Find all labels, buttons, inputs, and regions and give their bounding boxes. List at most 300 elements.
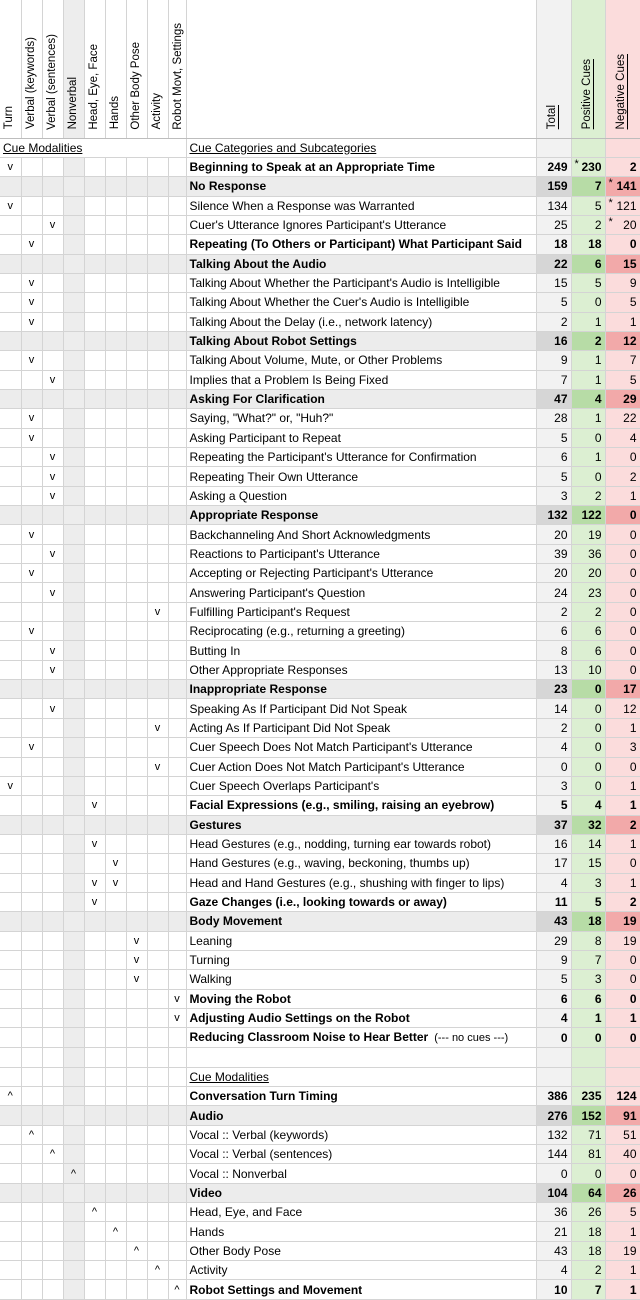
- mark-cell: [126, 1203, 147, 1222]
- table-row: [0, 196, 640, 215]
- mark-cell: [84, 428, 105, 447]
- row-label-text: Appropriate Response: [189, 508, 319, 523]
- table-row: [0, 273, 640, 292]
- mark-cell: [63, 738, 84, 757]
- mark-cell: [0, 641, 21, 660]
- positive-cell: [571, 273, 605, 292]
- positive-cell: [571, 254, 605, 273]
- mark-cell: [84, 1106, 105, 1125]
- positive-cell: [571, 1183, 605, 1202]
- mark-cell: [21, 699, 42, 718]
- mark-cell: [168, 196, 186, 215]
- positive-value: 235: [581, 1089, 602, 1104]
- row-label: [186, 389, 536, 408]
- row-label: [186, 931, 536, 950]
- mark-cell: [84, 776, 105, 795]
- mark-cell: [21, 215, 42, 234]
- mark-cell: v: [42, 660, 63, 679]
- positive-cell: [571, 680, 605, 699]
- negative-value: 0: [629, 643, 637, 658]
- mark-cell: [0, 660, 21, 679]
- mark-cell: [84, 989, 105, 1008]
- mark-cell: [105, 641, 126, 660]
- mark-cell: v: [21, 293, 42, 312]
- total-cell: [536, 1183, 571, 1202]
- mark-cell: [0, 1106, 21, 1125]
- row-label-text: Audio: [189, 1108, 224, 1123]
- mark-cell: [63, 215, 84, 234]
- mark-cell: [21, 757, 42, 776]
- row-label-text: Conversation Turn Timing: [189, 1089, 338, 1104]
- mark-cell: [63, 1261, 84, 1280]
- row-label-text: Talking About the Audio: [189, 256, 327, 271]
- mark-cell: [63, 428, 84, 447]
- total-cell: [536, 1222, 571, 1241]
- total-cell: [536, 1145, 571, 1164]
- total-cell: [536, 1048, 571, 1067]
- mark-cell: [42, 1183, 63, 1202]
- negative-value: 0: [629, 759, 637, 774]
- positive-value: 4: [594, 798, 602, 813]
- mark-cell: [147, 776, 168, 795]
- positive-value: 0: [594, 469, 602, 484]
- row-label: [186, 950, 536, 969]
- negative-cell: [605, 370, 640, 389]
- table-row: [0, 950, 640, 969]
- positive-cell: [571, 1164, 605, 1183]
- mark-cell: [0, 351, 21, 370]
- mark-cell: v: [168, 989, 186, 1008]
- mark-cell: v: [21, 525, 42, 544]
- mark-cell: [105, 950, 126, 969]
- mark-cell: [84, 331, 105, 350]
- total-cell: [536, 1125, 571, 1144]
- positive-value: 14: [588, 837, 602, 852]
- mark-cell: [42, 950, 63, 969]
- negative-value: 17: [623, 682, 637, 697]
- mark-cell: [84, 177, 105, 196]
- table-row: [0, 351, 640, 370]
- table-row: [0, 157, 640, 176]
- negative-cell: [605, 544, 640, 563]
- mark-cell: [168, 293, 186, 312]
- mark-cell: [84, 312, 105, 331]
- mark-cell: v: [21, 564, 42, 583]
- mark-cell: [147, 1067, 168, 1086]
- mark-cell: [126, 660, 147, 679]
- row-label-text: No Response: [189, 179, 267, 194]
- positive-cell: [571, 660, 605, 679]
- positive-cell: [571, 1261, 605, 1280]
- row-label-text: Facial Expressions (e.g., smiling, raising an eyebrow): [189, 798, 495, 813]
- table-row: [0, 989, 640, 1008]
- mark-cell: [0, 680, 21, 699]
- total-cell: [536, 970, 571, 989]
- table-row: [0, 506, 640, 525]
- row-label-text: Beginning to Speak at an Appropriate Time: [189, 160, 435, 175]
- mark-cell: [63, 196, 84, 215]
- mark-cell: [105, 157, 126, 176]
- positive-value: 18: [588, 1224, 602, 1239]
- negative-cell: [605, 409, 640, 428]
- mark-cell: [147, 177, 168, 196]
- mark-cell: [84, 757, 105, 776]
- mark-cell: [21, 680, 42, 699]
- negative-value: 0: [629, 662, 637, 677]
- mark-cell: [105, 776, 126, 795]
- total-value: 20: [554, 566, 568, 581]
- negative-cell: [605, 1087, 640, 1106]
- mark-cell: [21, 544, 42, 563]
- mark-cell: ^: [84, 1203, 105, 1222]
- positive-value: 5: [594, 276, 602, 291]
- mark-cell: v: [42, 699, 63, 718]
- total-value: 5: [560, 798, 568, 813]
- mark-cell: [42, 873, 63, 892]
- negative-cell: [605, 215, 640, 234]
- mark-cell: [168, 1261, 186, 1280]
- mark-cell: [147, 293, 168, 312]
- mark-cell: [0, 1048, 21, 1067]
- total-cell: [536, 912, 571, 931]
- negative-cell: [605, 467, 640, 486]
- row-label: [186, 854, 536, 873]
- mark-cell: v: [42, 641, 63, 660]
- positive-value: 0: [594, 682, 602, 697]
- mark-cell: [63, 544, 84, 563]
- mark-cell: [105, 331, 126, 350]
- mark-cell: [168, 660, 186, 679]
- total-value: 132: [547, 508, 568, 523]
- mark-cell: [168, 506, 186, 525]
- mark-cell: [0, 370, 21, 389]
- row-label: [186, 1183, 536, 1202]
- mark-cell: [63, 641, 84, 660]
- mark-cell: [147, 854, 168, 873]
- total-cell: [536, 506, 571, 525]
- mark-cell: [21, 389, 42, 408]
- mark-cell: [126, 486, 147, 505]
- mark-cell: [126, 409, 147, 428]
- col-header-verbal-keywords: [21, 0, 42, 138]
- table-row: [0, 1028, 640, 1048]
- mark-cell: [147, 544, 168, 563]
- table-row: [0, 699, 640, 718]
- header-text: Turn: [3, 106, 15, 130]
- row-label: [186, 1280, 536, 1299]
- mark-cell: [105, 892, 126, 911]
- mark-cell: v: [0, 196, 21, 215]
- mark-cell: [126, 428, 147, 447]
- mark-cell: [168, 215, 186, 234]
- mark-cell: [84, 1183, 105, 1202]
- total-value: 0: [560, 1030, 568, 1045]
- positive-value: 1: [594, 372, 602, 387]
- mark-cell: [126, 583, 147, 602]
- mark-cell: [63, 602, 84, 621]
- mark-cell: [42, 989, 63, 1008]
- total-cell: [536, 1203, 571, 1222]
- negative-value: 20: [623, 218, 637, 233]
- negative-cell: [605, 235, 640, 254]
- negative-value: 0: [629, 991, 637, 1006]
- mark-cell: [84, 293, 105, 312]
- mark-cell: [21, 177, 42, 196]
- positive-cell: [571, 1280, 605, 1299]
- mark-cell: [168, 312, 186, 331]
- mark-cell: [0, 564, 21, 583]
- mark-cell: [0, 312, 21, 331]
- mark-cell: [105, 699, 126, 718]
- mark-cell: [168, 815, 186, 834]
- table-row: [0, 680, 640, 699]
- mark-cell: [84, 486, 105, 505]
- row-label: [186, 873, 536, 892]
- total-value: 0: [560, 1166, 568, 1181]
- mark-cell: [105, 293, 126, 312]
- mark-cell: [0, 1280, 21, 1299]
- mark-cell: [42, 1241, 63, 1260]
- mark-cell: [63, 525, 84, 544]
- mark-cell: [84, 215, 105, 234]
- negative-value: 1: [629, 1263, 637, 1278]
- negative-value: 124: [616, 1089, 637, 1104]
- mark-cell: v: [21, 428, 42, 447]
- mark-cell: [21, 912, 42, 931]
- mark-cell: [147, 950, 168, 969]
- positive-cell: [571, 544, 605, 563]
- mark-cell: [105, 912, 126, 931]
- positive-cell: [571, 525, 605, 544]
- row-label-text: Activity: [189, 1263, 228, 1278]
- mark-cell: [42, 931, 63, 950]
- positive-value: 6: [594, 991, 602, 1006]
- mark-cell: [168, 157, 186, 176]
- table-row: [0, 873, 640, 892]
- mark-cell: [63, 389, 84, 408]
- mark-cell: [105, 1048, 126, 1067]
- total-cell: [536, 1164, 571, 1183]
- mark-cell: [126, 351, 147, 370]
- row-label-text: Head, Eye, and Face: [189, 1205, 303, 1220]
- positive-value: 18: [588, 1243, 602, 1258]
- significance-star: *: [574, 157, 579, 170]
- mark-cell: [21, 583, 42, 602]
- mark-cell: [21, 331, 42, 350]
- positive-value: 0: [594, 720, 602, 735]
- negative-value: 1: [629, 1282, 637, 1297]
- mark-cell: [0, 1222, 21, 1241]
- mark-cell: [147, 1241, 168, 1260]
- mark-cell: [0, 1028, 21, 1048]
- mark-cell: [126, 196, 147, 215]
- negative-cell: [605, 1280, 640, 1299]
- row-label: [186, 467, 536, 486]
- mark-cell: [168, 1028, 186, 1048]
- positive-cell: [571, 815, 605, 834]
- mark-cell: [147, 680, 168, 699]
- section-left-title: Cue Modalities: [0, 138, 186, 157]
- mark-cell: [105, 815, 126, 834]
- mark-cell: [42, 680, 63, 699]
- mark-cell: [84, 1067, 105, 1086]
- negative-cell: [605, 738, 640, 757]
- mark-cell: [84, 738, 105, 757]
- positive-cell: [571, 776, 605, 795]
- mark-cell: [105, 409, 126, 428]
- mark-cell: [168, 912, 186, 931]
- negative-value: 2: [629, 817, 637, 832]
- mark-cell: [105, 1087, 126, 1106]
- total-cell: [536, 312, 571, 331]
- positive-value: 2: [594, 218, 602, 233]
- mark-cell: [63, 564, 84, 583]
- negative-value: 40: [623, 1147, 637, 1162]
- table-row: [0, 389, 640, 408]
- table-row: [0, 660, 640, 679]
- total-cell: [536, 699, 571, 718]
- total-value: 43: [554, 1243, 568, 1258]
- row-label-text: Silence When a Response was Warranted: [189, 198, 415, 213]
- row-label: [186, 254, 536, 273]
- mark-cell: [84, 1145, 105, 1164]
- mark-cell: [21, 467, 42, 486]
- row-label-text: Gaze Changes (i.e., looking towards or away): [189, 895, 447, 910]
- mark-cell: [0, 467, 21, 486]
- total-cell: [536, 428, 571, 447]
- negative-cell: [605, 1028, 640, 1048]
- row-label-text: Leaning: [189, 933, 233, 948]
- mark-cell: [0, 950, 21, 969]
- col-header-verbal-sentences: [42, 0, 63, 138]
- total-value: 43: [554, 914, 568, 929]
- mark-cell: [147, 235, 168, 254]
- mark-cell: [147, 1280, 168, 1299]
- mark-cell: [126, 873, 147, 892]
- negative-value: 0: [629, 856, 637, 871]
- mark-cell: [84, 157, 105, 176]
- mark-cell: [105, 467, 126, 486]
- table-row: [0, 235, 640, 254]
- row-label: [186, 776, 536, 795]
- negative-cell: [605, 1125, 640, 1144]
- mark-cell: [126, 892, 147, 911]
- negative-value: 0: [629, 1166, 637, 1181]
- mark-cell: [84, 409, 105, 428]
- mark-cell: [126, 525, 147, 544]
- positive-cell: [571, 428, 605, 447]
- mark-cell: [42, 1280, 63, 1299]
- positive-cell: [571, 564, 605, 583]
- mark-cell: v: [105, 854, 126, 873]
- positive-cell: [571, 1028, 605, 1048]
- mark-cell: v: [42, 370, 63, 389]
- total-cell: [536, 486, 571, 505]
- total-value: 8: [560, 643, 568, 658]
- mark-cell: [105, 1125, 126, 1144]
- positive-cell: [571, 1241, 605, 1260]
- mark-cell: [0, 544, 21, 563]
- col-header-positive: [571, 0, 605, 138]
- positive-value: 3: [594, 875, 602, 890]
- mark-cell: [126, 680, 147, 699]
- mark-cell: [126, 1028, 147, 1048]
- table-row: [0, 757, 640, 776]
- mark-cell: v: [84, 892, 105, 911]
- positive-cell: [571, 177, 605, 196]
- mark-cell: [168, 1164, 186, 1183]
- negative-value: 1: [629, 798, 637, 813]
- row-label: [186, 815, 536, 834]
- row-label: [186, 1145, 536, 1164]
- total-cell: [536, 351, 571, 370]
- negative-cell: [605, 950, 640, 969]
- mark-cell: [0, 834, 21, 853]
- total-value: 25: [554, 218, 568, 233]
- mark-cell: [168, 602, 186, 621]
- total-value: 386: [547, 1089, 568, 1104]
- row-label: [186, 409, 536, 428]
- mark-cell: [105, 177, 126, 196]
- negative-value: 141: [616, 179, 637, 194]
- mark-cell: [0, 448, 21, 467]
- mark-cell: v: [21, 235, 42, 254]
- mark-cell: [63, 235, 84, 254]
- total-cell: [536, 815, 571, 834]
- mark-cell: [0, 1203, 21, 1222]
- mark-cell: [105, 796, 126, 815]
- negative-value: 0: [629, 237, 637, 252]
- significance-star: *: [608, 177, 613, 190]
- mark-cell: v: [42, 486, 63, 505]
- mark-cell: [84, 564, 105, 583]
- mark-cell: [84, 970, 105, 989]
- positive-value: 0: [594, 1166, 602, 1181]
- total-cell: [536, 834, 571, 853]
- mark-cell: [168, 1125, 186, 1144]
- positive-value: 0: [594, 295, 602, 310]
- row-label-text: Talking About Volume, Mute, or Other Problems: [189, 353, 443, 368]
- mark-cell: [105, 622, 126, 641]
- negative-value: 91: [623, 1108, 637, 1123]
- mark-cell: [0, 1067, 21, 1086]
- mark-cell: [0, 815, 21, 834]
- total-cell: [536, 796, 571, 815]
- total-cell: [536, 215, 571, 234]
- col-header-total: [536, 0, 571, 138]
- mark-cell: [21, 873, 42, 892]
- mark-cell: [63, 970, 84, 989]
- mark-cell: [168, 1067, 186, 1086]
- mark-cell: [168, 757, 186, 776]
- mark-cell: [126, 776, 147, 795]
- mark-cell: [126, 273, 147, 292]
- mark-cell: [126, 602, 147, 621]
- row-label: [186, 1028, 536, 1048]
- mark-cell: [63, 718, 84, 737]
- mark-cell: [84, 525, 105, 544]
- mark-cell: [63, 873, 84, 892]
- total-cell: [536, 177, 571, 196]
- table-row: [0, 776, 640, 795]
- negative-value: 9: [629, 276, 637, 291]
- total-cell: [536, 680, 571, 699]
- total-cell: [536, 1008, 571, 1027]
- mark-cell: [168, 641, 186, 660]
- mark-cell: [84, 1125, 105, 1144]
- mark-cell: [0, 622, 21, 641]
- mark-cell: [63, 370, 84, 389]
